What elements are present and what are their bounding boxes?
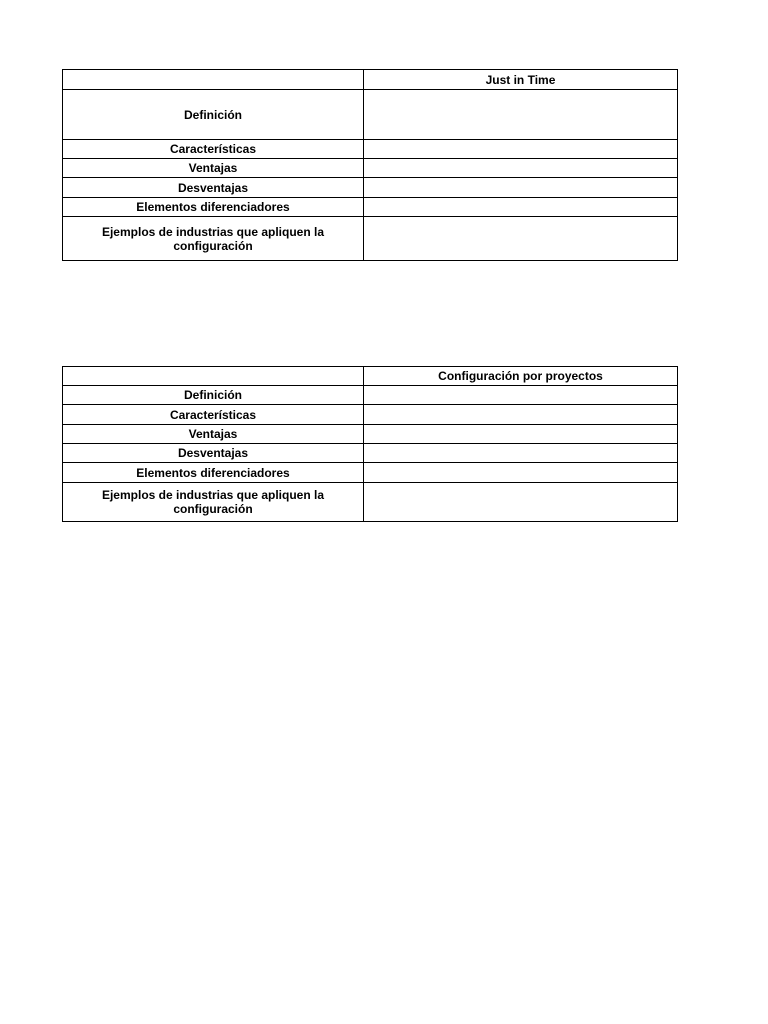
row-value-definicion <box>364 90 678 140</box>
table-row <box>63 444 678 463</box>
row-value-ejemplos <box>364 483 678 522</box>
just-in-time-table <box>62 69 678 261</box>
table-header-row <box>63 70 678 90</box>
table-row <box>63 405 678 425</box>
row-label-elementos: Elementos diferenciadores <box>63 198 364 217</box>
header-title-cell: Configuración por proyectos <box>364 367 678 386</box>
row-label-definicion: Definición <box>63 386 364 405</box>
header-title-cell: Just in Time <box>364 70 678 90</box>
row-value-elementos <box>364 198 678 217</box>
header-label-cell <box>63 70 364 90</box>
row-label-caracteristicas: Características <box>63 140 364 159</box>
table-row <box>63 198 678 217</box>
row-value-ventajas <box>364 159 678 178</box>
row-value-caracteristicas <box>364 405 678 425</box>
row-label-ejemplos: Ejemplos de industrias que apliquen la configuración <box>63 483 364 522</box>
row-label-definicion: Definición <box>63 90 364 140</box>
row-label-ventajas: Ventajas <box>63 425 364 444</box>
row-value-desventajas <box>364 444 678 463</box>
row-label-ejemplos: Ejemplos de industrias que apliquen la configuración <box>63 217 364 261</box>
table-row <box>63 140 678 159</box>
table-row <box>63 90 678 140</box>
row-value-ejemplos <box>364 217 678 261</box>
row-value-desventajas <box>364 178 678 198</box>
row-value-ventajas <box>364 425 678 444</box>
row-label-ventajas: Ventajas <box>63 159 364 178</box>
table-row <box>63 425 678 444</box>
row-label-caracteristicas: Características <box>63 405 364 425</box>
table-row <box>63 483 678 522</box>
row-label-elementos: Elementos diferenciadores <box>63 463 364 483</box>
table-row <box>63 386 678 405</box>
table-row <box>63 217 678 261</box>
table-row <box>63 463 678 483</box>
row-value-caracteristicas <box>364 140 678 159</box>
row-value-definicion <box>364 386 678 405</box>
table-row <box>63 178 678 198</box>
configuracion-por-proyectos-table <box>62 366 678 522</box>
table-row <box>63 159 678 178</box>
row-label-desventajas: Desventajas <box>63 178 364 198</box>
header-label-cell <box>63 367 364 386</box>
row-value-elementos <box>364 463 678 483</box>
row-label-desventajas: Desventajas <box>63 444 364 463</box>
table-header-row <box>63 367 678 386</box>
